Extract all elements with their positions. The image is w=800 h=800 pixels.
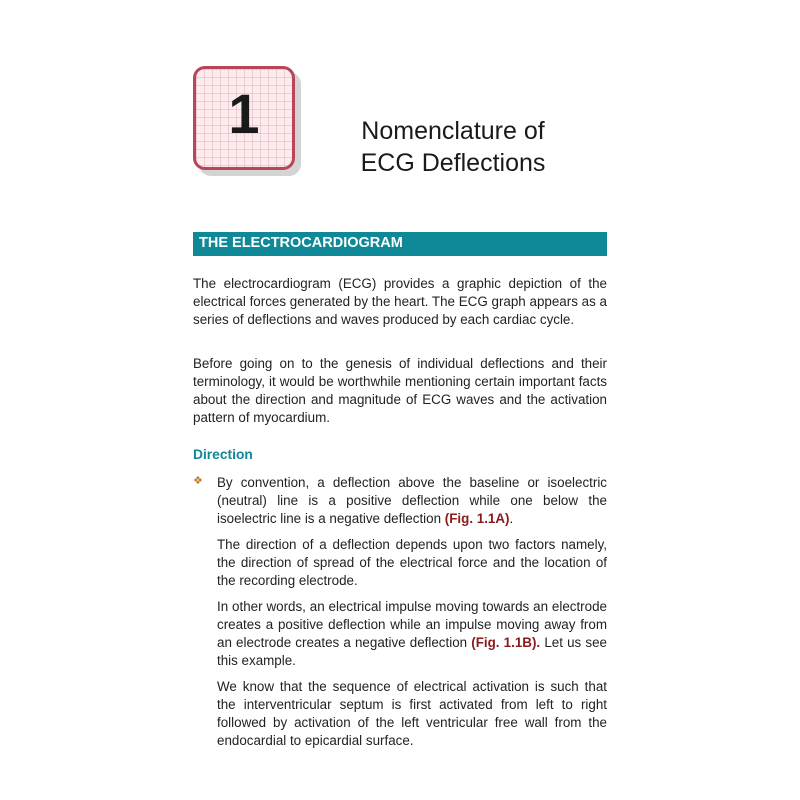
bullet-text: By convention, a deflection above the baseline or isoelectric (neutral) line is a positive deflection while one below the isoelectric line is a negative deflection — [217, 475, 607, 526]
diamond-bullet-icon: ❖ — [193, 475, 203, 487]
activation-paragraph: We know that the sequence of electrical activation is such that the interventricular septum is first activated from left to right followed by activation of the left ventricular free wall from the endocardial to epicardial surface. — [217, 679, 607, 748]
chapter-number-badge — [193, 66, 295, 170]
impulse-text: In other words, an electrical impulse moving towards an electrode creates a positive deflection while an impulse moving away from an electrode creates a negative deflection — [217, 599, 607, 650]
figure-reference-1-1a: (Fig. 1.1A) — [444, 511, 510, 526]
chapter-title — [320, 115, 586, 179]
impulse-text-end: Let us see this example. — [217, 635, 607, 668]
chapter-title-line-1: Nomenclature of — [361, 117, 545, 145]
figure-reference-1-1b: (Fig. 1.1B). — [471, 635, 541, 650]
chapter-number: 1 — [228, 82, 260, 145]
intro-paragraph: The electrocardiogram (ECG) provides a graphic depiction of the electrical forces generated by the heart. The ECG graph appears as a series of deflections and waves produced by each cardiac cycle. — [193, 276, 607, 327]
section-heading-bar — [193, 232, 607, 256]
factors-paragraph: The direction of a deflection depends upon two factors namely, the direction of spread of the electrical force and the location of the recording electrode. — [217, 537, 607, 588]
impulse-paragraph — [217, 598, 607, 670]
direction-subheading: Direction — [193, 447, 253, 462]
context-paragraph: Before going on to the genesis of individual deflections and their terminology, it would be worthwhile mentioning certain important facts about the direction and magnitude of ECG waves and the activation pattern of myocardium. — [193, 356, 607, 425]
chapter-title-line-2: ECG Deflections — [360, 149, 546, 177]
bullet-text-end: . — [509, 511, 514, 526]
section-heading: THE ELECTROCARDIOGRAM — [199, 235, 403, 251]
bullet-paragraph — [217, 474, 607, 528]
